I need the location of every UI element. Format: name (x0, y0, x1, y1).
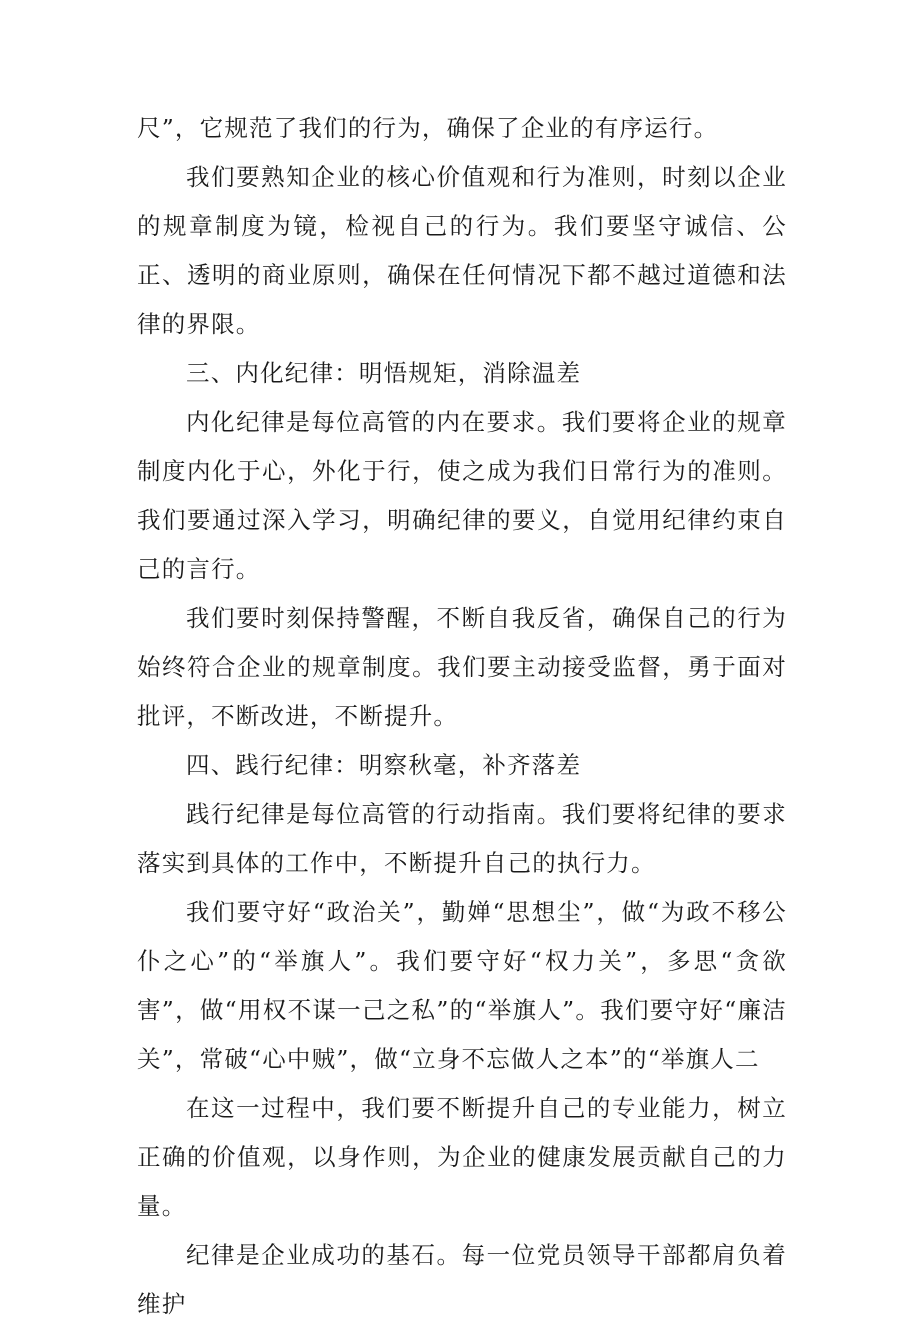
paragraph-code-of-conduct: 我们要熟知企业的核心价值观和行为准则，时刻以企业的规章制度为镜，检视自己的行为。我们要坚守诚信、公正、透明的商业原则，确保在任何情况下都不越过道德和法律的界限。 (137, 163, 787, 338)
section-heading-4: 四、践行纪律：明察秋毫，补齐落差 (186, 751, 582, 779)
paragraph-professional-growth: 在这一过程中，我们要不断提升自己的专业能力，树立正确的价值观，以身作则，为企业的健康发展贡献自己的力量。 (137, 1094, 787, 1220)
paragraph-internalize-discipline: 内化纪律是每位高管的内在要求。我们要将企业的规章制度内化于心，外化于行，使之成为我们日常行为的准则。我们要通过深入学习，明确纪律的要义，自觉用纪律约束自己的言行。 (137, 408, 787, 583)
paragraph-practice-discipline: 践行纪律是每位高管的行动指南。我们要将纪律的要求落实到具体的工作中，不断提升自己的执行力。 (137, 800, 787, 877)
paragraph-self-reflection: 我们要时刻保持警醒，不断自我反省，确保自己的行为始终符合企业的规章制度。我们要主动接受监督，勇于面对批评，不断改进，不断提升。 (137, 604, 787, 730)
paragraph-cornerstone: 纪律是企业成功的基石。每一位党员领导干部都肩负着维护 (137, 1241, 787, 1318)
paragraph-guard-checkpoints: 我们要守好“政治关”，勤婵“思想尘”，做“为政不移公仆之心”的“举旗人”。我们要守好“权力关”，多思“贪欲害”，做“用权不谋一己之私”的“举旗人”。我们要守好“廉洁关”，常破“心中贼”，做“立身不忘做人之本”的“举旗人二 (137, 898, 787, 1073)
paragraph-continuation: 尺”，它规范了我们的行为，确保了企业的有序运行。 (137, 114, 719, 142)
document-body (137, 104, 787, 1329)
section-heading-3: 三、内化纪律：明悟规矩，消除温差 (186, 359, 582, 387)
